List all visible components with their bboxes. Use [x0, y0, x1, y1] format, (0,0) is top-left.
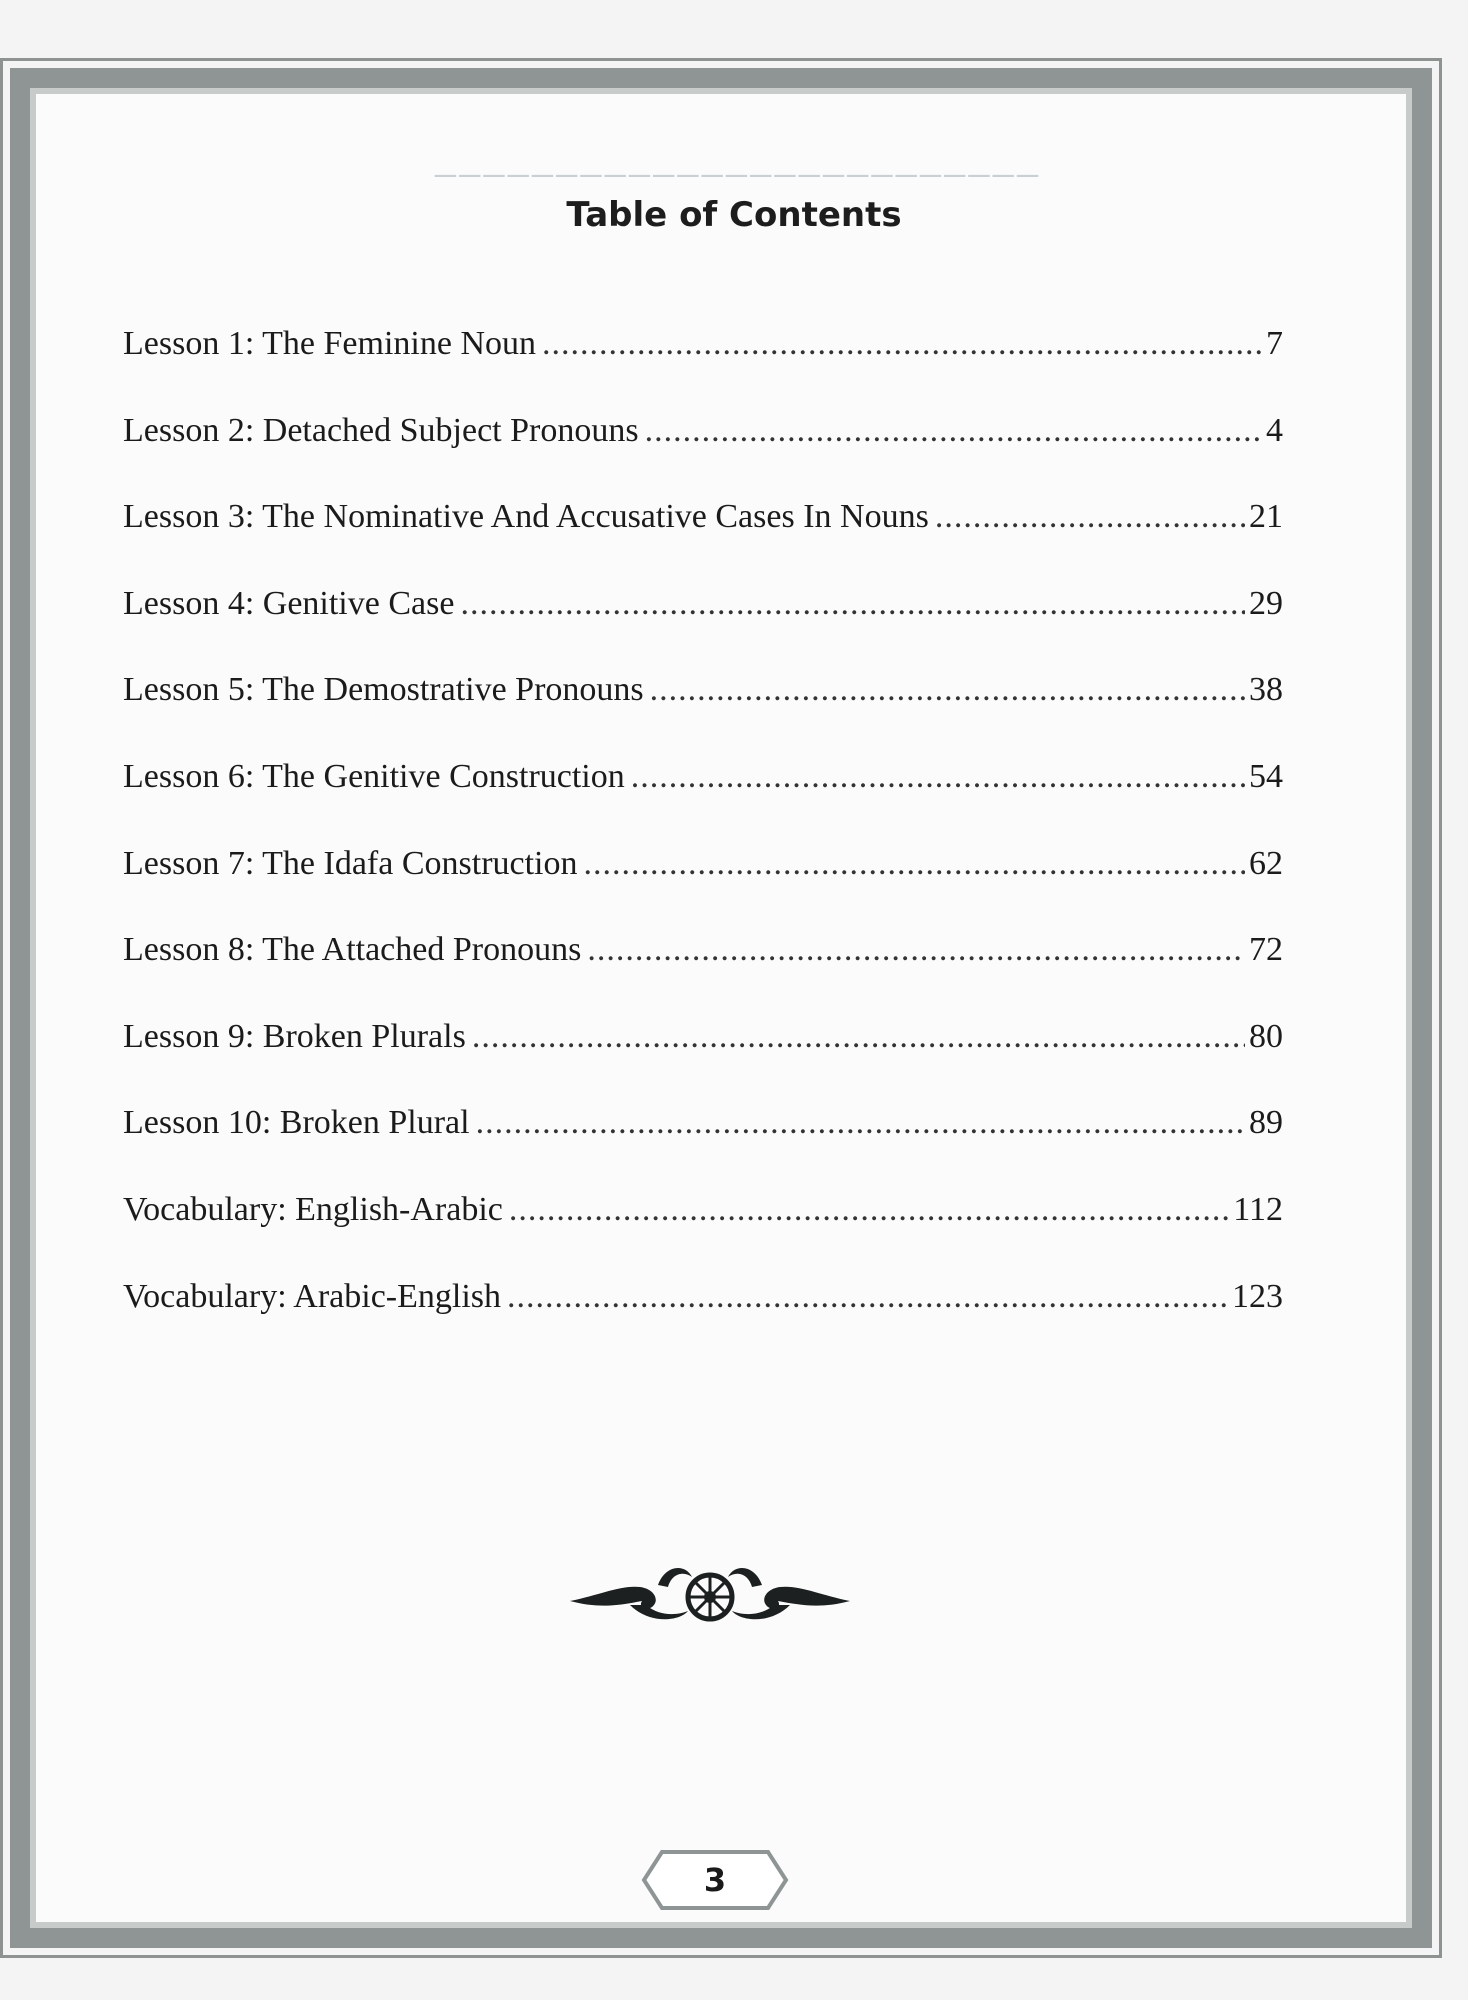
toc-entry-label: Vocabulary: English-Arabic	[123, 1190, 503, 1228]
toc-entry[interactable]	[123, 1104, 1283, 1191]
toc-leader-dots	[587, 931, 1245, 969]
toc-entry-page: 62	[1249, 844, 1283, 882]
toc-entry[interactable]	[123, 1018, 1283, 1105]
page-number: 3	[703, 1861, 727, 1899]
toc-leader-dots	[460, 585, 1245, 623]
toc-leader-dots	[584, 845, 1245, 883]
toc-entry[interactable]	[123, 758, 1283, 845]
toc-entry-page: 21	[1249, 498, 1283, 536]
toc-entry[interactable]	[123, 585, 1283, 672]
toc-leader-dots	[650, 671, 1245, 709]
toc-entry-label: Lesson 5: The Demostrative Pronouns	[123, 671, 644, 709]
toc-leader-dots	[472, 1018, 1245, 1056]
toc-entry-label: Lesson 3: The Nominative And Accusative Cases In Nouns	[123, 498, 929, 536]
toc-entry-page: 80	[1249, 1017, 1283, 1055]
toc-entry[interactable]	[123, 498, 1283, 585]
bleed-through-texture: ─────────────────────────	[431, 159, 1039, 192]
toc-entry-label: Lesson 8: The Attached Pronouns	[123, 931, 582, 969]
toc-entry-label: Lesson 6: The Genitive Construction	[123, 757, 625, 795]
toc-leader-dots	[476, 1104, 1245, 1142]
toc-leader-dots	[645, 412, 1262, 450]
toc-entry-page: 38	[1249, 671, 1283, 709]
toc-entry[interactable]	[123, 325, 1283, 412]
ornament-flourish-icon	[560, 1555, 860, 1635]
toc-entry-label: Lesson 4: Genitive Case	[123, 584, 455, 622]
toc-entry-page: 123	[1232, 1277, 1283, 1315]
toc-entry[interactable]	[123, 845, 1283, 932]
page-title: Table of Contents	[566, 195, 902, 235]
toc-entry-page: 7	[1266, 325, 1283, 362]
toc-entry[interactable]	[123, 412, 1283, 499]
toc-entry-page: 89	[1249, 1104, 1283, 1142]
toc-entry-page: 29	[1249, 584, 1283, 622]
toc-entry-label: Lesson 2: Detached Subject Pronouns	[123, 411, 639, 449]
toc-leader-dots	[631, 758, 1245, 796]
toc-entry[interactable]	[123, 1278, 1283, 1365]
toc-entry-page: 4	[1266, 411, 1283, 449]
toc-entry-page: 72	[1249, 931, 1283, 969]
toc-leader-dots	[542, 325, 1262, 363]
toc-entry-label: Lesson 7: The Idafa Construction	[123, 844, 578, 882]
toc-entry[interactable]	[123, 1191, 1283, 1278]
toc-entry-page: 54	[1249, 757, 1283, 795]
toc-list	[123, 325, 1283, 1364]
toc-entry[interactable]	[123, 931, 1283, 1018]
toc-entry-label: Lesson 10: Broken Plural	[123, 1104, 470, 1142]
toc-leader-dots	[509, 1191, 1229, 1229]
toc-entry-label: Lesson 1: The Feminine Noun	[123, 325, 536, 362]
toc-entry-page: 112	[1233, 1190, 1283, 1228]
toc-leader-dots	[935, 498, 1245, 536]
toc-entry-label: Vocabulary: Arabic-English	[123, 1277, 502, 1315]
toc-leader-dots	[507, 1278, 1228, 1316]
toc-entry-label: Lesson 9: Broken Plurals	[123, 1017, 466, 1055]
toc-entry[interactable]	[123, 671, 1283, 758]
